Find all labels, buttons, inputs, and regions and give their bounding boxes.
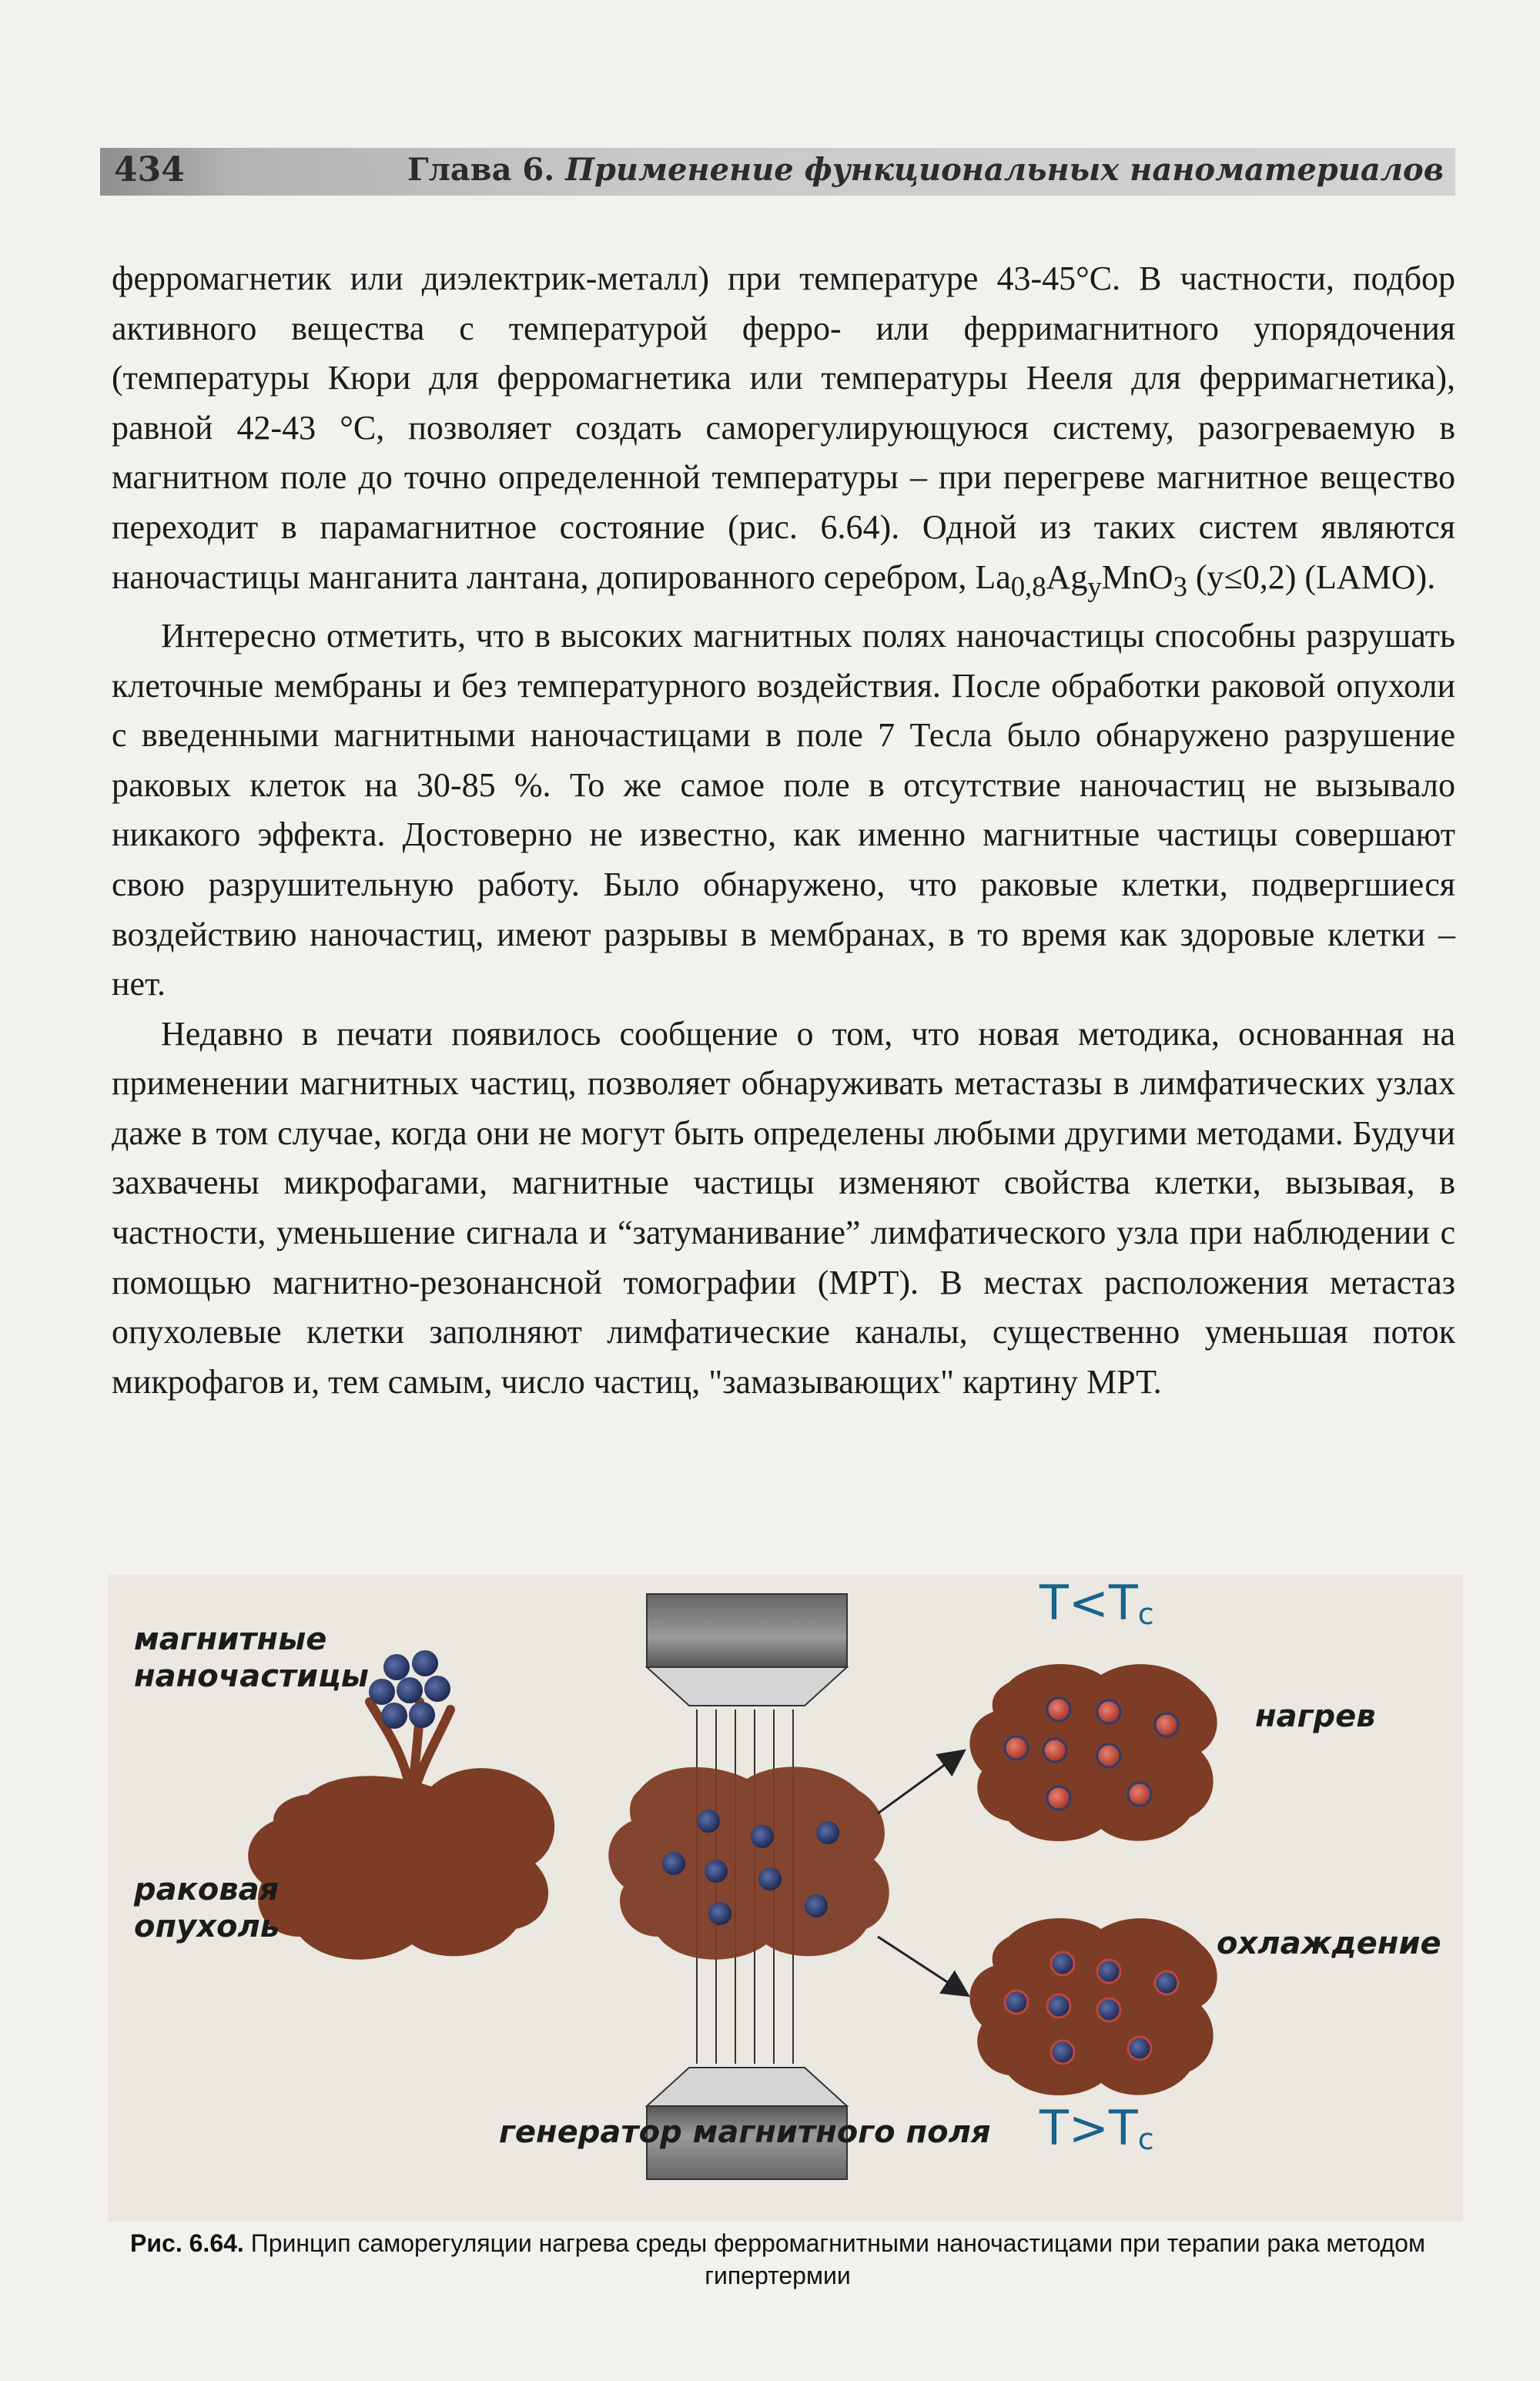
label-cancer-tumor: раковая опухоль bbox=[134, 1872, 280, 1944]
paragraph-1-text: ферромагнетик или диэлектрик-металл) при температуре 43-45°C. В частности, подбор активного вещества с температурой ферро- или ферримагнитного упорядочения (температуры Кюри для ферромагнетика или температуры Нееля для ферримагнетика), равной 42-43 °C, позволяет создать саморегулирующуюся систему, разогреваемую в магнитном поле до точно определенной температуры – при перегреве магнитное вещество переходит в парамагнитное состояние (рис. 6.64). Одной из таких систем являются наночастицы манганита лантана, допированного серебром, bbox=[112, 260, 1455, 596]
chapter-title: Применение функциональных наноматериалов bbox=[565, 152, 1444, 188]
caption-number: Рис. 6.64. bbox=[130, 2229, 244, 2257]
chapter-prefix: Глава 6. bbox=[407, 152, 555, 188]
paragraph-1 bbox=[112, 254, 1455, 611]
paragraph-2: Интересно отметить, что в высоких магнитных полях наночастицы способны разрушать клеточные мембраны и без температурного воздействия. После обработки раковой опухоли с введенными магнитными наночастицами в поле 7 Тесла было обнаружено разрушение раковых клеток на 30-85 %. То же самое поле в отсутствие наночастиц не вызывало никакого эффекта. Достоверно не известно, как именно магнитные частицы совершают свою разрушительную работу. Было обнаружено, что раковые клетки, подвергшиеся воздействию наночастиц, имеют разрывы в мембранах, в то время как здоровые клетки – нет. bbox=[112, 616, 1455, 1003]
figure-caption bbox=[100, 2227, 1455, 2292]
figure-panel bbox=[108, 1575, 1463, 2222]
formula-lamo: $La_{0,8}Ag_yMnO_3$ (y≤0,2) (LAMO). bbox=[975, 558, 1436, 602]
body-text bbox=[112, 254, 1455, 1407]
label-heating: нагрев bbox=[1255, 1699, 1376, 1734]
label-cooling: охлаждение bbox=[1217, 1926, 1441, 1961]
label-field-generator: генератор магнитного поля bbox=[499, 2115, 991, 2150]
running-head bbox=[407, 152, 1444, 188]
tumor-middle bbox=[608, 1766, 889, 1959]
tumor-left bbox=[248, 1768, 554, 1960]
label-t-less-tc: $T<T_c$ bbox=[1040, 1575, 1154, 1631]
caption-text: Принцип саморегуляции нагрева среды ферромагнитными наночастицами при терапии рака методом гипертермии bbox=[250, 2229, 1425, 2289]
label-t-greater-tc: $T>T_c$ bbox=[1040, 2100, 1154, 2156]
label-magnetic-particles: магнитные наночастицы bbox=[134, 1622, 369, 1694]
arrow-to-cooling bbox=[878, 1937, 966, 1994]
page-number: 434 bbox=[114, 150, 185, 189]
paragraph-3: Недавно в печати появилось сообщение о том, что новая методика, основанная на применении магнитных частиц, позволяет обнаруживать метастазы в лимфатических узлах даже в том случае, когда они не могут быть определены любыми другими методами. Будучи захвачены микрофагами, магнитные частицы изменяют свойства клетки, вызывая, в частности, уменьшение сигнала и “затуманивание” лимфатического узла при наблюдении с помощью магнитно-резонансной томографии (МРТ). В местах расположения метастаз опухолевые клетки заполняют лимфатические каналы, существенно уменьшая поток микрофагов и, тем самым, число частиц, "замазывающих" картину МРТ. bbox=[112, 1014, 1455, 1401]
arrow-to-heating bbox=[878, 1752, 962, 1813]
magnet-top bbox=[647, 1594, 847, 1706]
